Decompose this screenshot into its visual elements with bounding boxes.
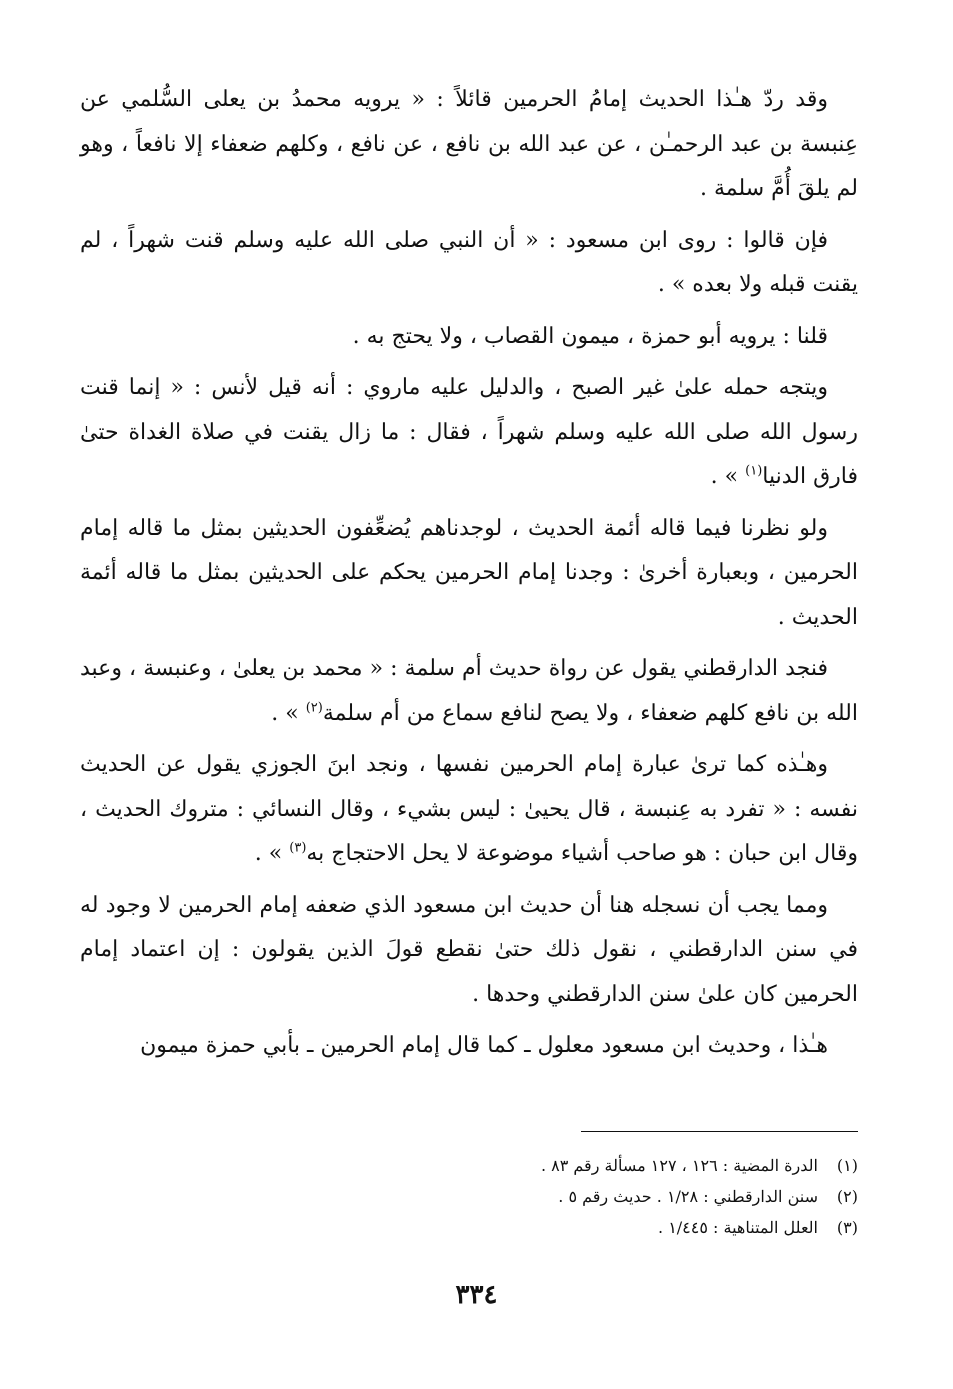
footnote-number: (١) <box>836 1156 858 1175</box>
footnote-3 <box>258 1212 858 1243</box>
paragraph-9 <box>80 1024 858 1069</box>
footnotes <box>258 1150 858 1243</box>
paragraph-8 <box>80 884 858 1018</box>
paragraph-5 <box>80 507 858 641</box>
paragraph-text: ومما يجب أن نسجله هنا أن حديث ابن مسعود الذي ضعفه إمام الحرمين لا وجود له في سنن الدارقطني ، نقول ذلك حتىٰ نقطع قولَ الذين يقولون : إن اعتماد إمام الحرمين كان علىٰ سنن الدارقطني وحدها . <box>80 892 858 1007</box>
paragraph-text: هـٰذا ، وحديث ابن مسعود معلول ـ كما قال إمام الحرمين ـ بأبي حمزة ميمون <box>140 1033 828 1058</box>
page-body <box>80 78 858 1076</box>
footnote-2 <box>258 1181 858 1212</box>
paragraph-7 <box>80 743 858 877</box>
paragraph-text: ولو نظرنا فيما قاله أئمة الحديث ، لوجدناهم يُضعِّفون الحديثين بمثل ما قاله إمام الحرمين ، وبعبارة أخرىٰ : وجدنا إمام الحرمين يحكم على الحديثين بمثل ما قاله أئمة الحديث . <box>80 515 858 630</box>
paragraph-text: فنجد الدارقطني يقول عن رواة حديث أم سلمة : « محمد بن يعلىٰ ، وعنبسة ، وعبد الله بن نافع كلهم ضعفاء ، ولا يصح لنافع سماع من أم سلمة <box>80 656 858 726</box>
paragraph-text: قلنا : يرويه أبو حمزة ، ميمون القصاب ، ولا يحتج به . <box>352 323 828 349</box>
footnote-text: سنن الدارقطني : ١/٢٨ . حديث رقم ٥ . <box>558 1187 818 1206</box>
footnote-divider <box>581 1131 858 1132</box>
paragraph-3 <box>80 315 858 360</box>
footnote-ref-1[interactable]: (١) <box>745 463 763 479</box>
paragraph-text: » . <box>271 700 306 726</box>
footnote-ref-3[interactable]: (٣) <box>289 840 307 856</box>
page-number: ٣٣٤ <box>455 1280 498 1310</box>
footnote-number: (٣) <box>836 1218 858 1237</box>
footnote-text: الدرة المضية : ١٢٦ ، ١٢٧ مسألة رقم ٨٣ . <box>540 1156 818 1175</box>
paragraph-2 <box>80 219 858 308</box>
paragraph-text: » . <box>710 464 746 489</box>
paragraph-text: وقد ردّ هـٰذا الحديث إمامُ الحرمين قائلاً : « يرويه محمدُ بن يعلى السُّلمي عن عِنبسة بن عبد الرحمـٰن ، عن عبد الله بن نافع ، عن نافع ، وكلهم ضعفاء إلا نافعاً ، وهو لم يلقَ أُمَّ سلمة . <box>80 87 858 201</box>
paragraph-4 <box>80 366 858 500</box>
paragraph-6 <box>80 647 858 736</box>
footnote-ref-2[interactable]: (٢) <box>305 700 323 716</box>
paragraph-1 <box>80 78 858 212</box>
footnote-1 <box>258 1150 858 1181</box>
paragraph-text: وهـٰذه كما ترىٰ عبارة إمام الحرمين نفسها ، ونجد ابنَ الجوزي يقول عن الحديث نفسه : « تفرد به عِنبسة ، قال يحيىٰ : ليس بشيء ، وقال النسائي : متروك الحديث ، وقال ابن حبان : هو صاحب أشياء موضوعة لا يحل الاحتجاج به <box>80 752 858 866</box>
paragraph-text: ويتجه حمله علىٰ غير الصبح ، والدليل عليه ماروي : أنه قيل لأنس : « إنما قنت رسول الله صلى الله عليه وسلم شهراً ، فقال : ما زال يقنت في صلاة الغداة حتىٰ فارق الدنيا <box>80 375 858 489</box>
footnote-text: العلل المتناهية : ١/٤٤٥ . <box>658 1218 818 1237</box>
paragraph-text: » . <box>254 841 290 866</box>
footnote-number: (٢) <box>836 1187 858 1206</box>
paragraph-text: فإن قالوا : روى ابن مسعود : « أن النبي صلى الله عليه وسلم قنت شهراً ، لم يقنت قبله ولا بعده » . <box>80 227 858 297</box>
